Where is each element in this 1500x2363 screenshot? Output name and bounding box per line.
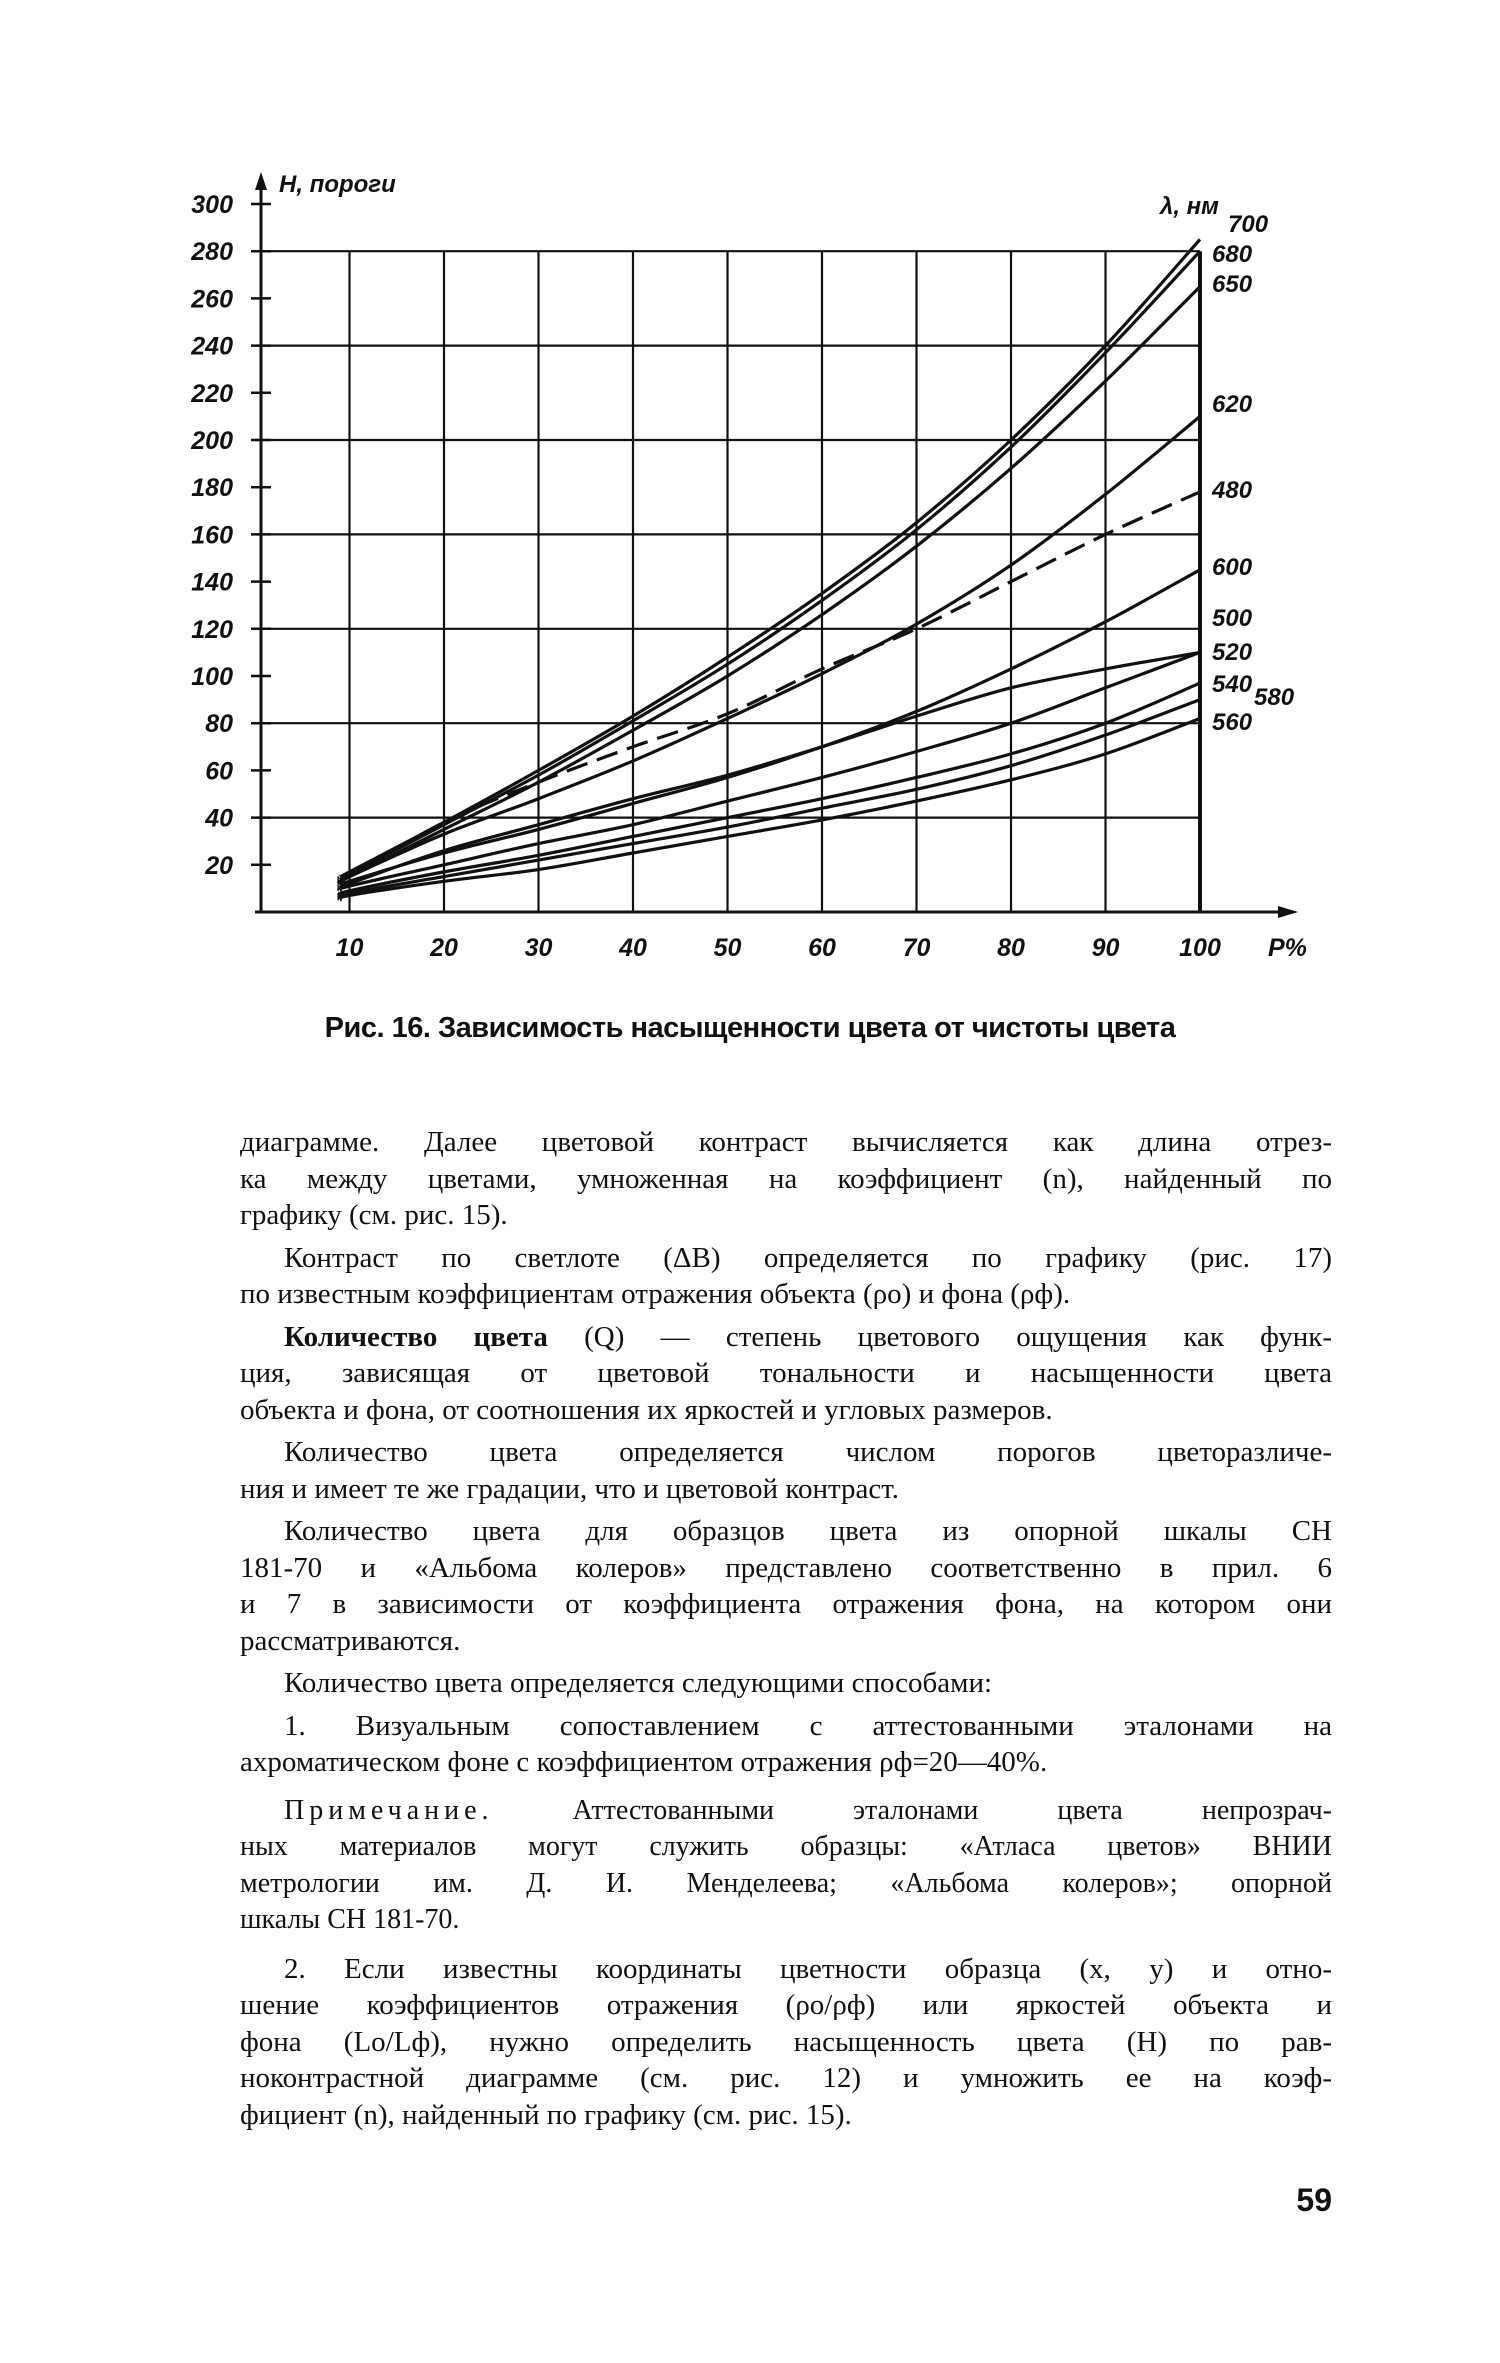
curve-label-520: 520 [1212,639,1253,666]
lead-term: Примечание. [284,1794,494,1826]
line-text: Аттестованными эталонами цвета непрозрач- [493,1794,1332,1826]
chart-axes [251,172,1298,918]
curve-label-620: 620 [1212,391,1253,418]
x-tick-label: 60 [808,934,836,962]
curve-label-480: 480 [1212,477,1253,504]
x-tick-label: 80 [997,934,1025,962]
curve-600 [339,570,1200,886]
text-line: ных материалов могут служить образцы: «Атласа цветов» ВНИИ [240,1831,1332,1862]
curve-label-580: 580 [1254,684,1295,711]
text-line: Количество цвета для образцов цвета из опорной шкалы СН [284,1515,1332,1547]
paragraph [240,1708,1332,1781]
curve-500 [339,652,1200,888]
y-axis-label: H, пороги [279,171,396,198]
curve-label-700: 700 [1228,211,1269,238]
page-number: 59 [1296,2182,1332,2218]
text-line: шкалы СН 181-70. [240,1904,460,1935]
x-tick-label: 30 [524,934,553,962]
text-line: ния и имеет те же градации, что и цветовой контраст. [240,1472,899,1505]
legend-title: λ, нм [1160,193,1219,220]
paragraph [240,1513,1332,1659]
curve-700 [339,239,1200,877]
y-tick-label: 260 [191,285,233,314]
y-tick-label: 240 [191,332,233,361]
paragraph [240,1319,1332,1429]
figure-caption: Рис. 16. Зависимость насыщенности цвета от чистоты цвета [324,1012,1176,1044]
text-line: шение коэффициентов отражения (ρо/ρф) или яркостей объекта и [240,1989,1332,2021]
text-line: графику (см. рис. 15). [240,1199,508,1231]
text-line: метрологии им. Д. И. Менделеева; «Альбома колеров»; опорной [240,1867,1332,1899]
x-tick-label: 10 [335,934,364,962]
y-tick-label: 180 [191,474,233,503]
text-line: фициент (n), найденный по графику (см. рис. 15). [240,2098,852,2131]
y-tick-label: 300 [191,191,233,219]
text-line: Контраст по светлоте (ΔB) определяется по графику (рис. 17) [284,1241,1332,1274]
text-line: ноконтрастной диаграмме (см. рис. 12) и умножить ее на коэф- [240,2062,1332,2094]
curve-label-650: 650 [1212,271,1253,298]
curve-label-600: 600 [1212,554,1253,581]
x-tick-label: 90 [1091,934,1120,962]
text-line: Количество цвета определяется числом порогов цветоразличе- [284,1436,1332,1468]
x-axis-label: P% [1268,934,1307,962]
paragraph [240,1951,1332,2134]
curve-label-680: 680 [1212,241,1253,268]
curve-label-500: 500 [1212,605,1253,632]
text-line: рассматриваются. [240,1624,461,1657]
y-tick-label: 60 [205,757,233,786]
y-tick-label: 220 [191,379,233,408]
text-line: по известным коэффициентам отражения объекта (ρо) и фона (ρф). [240,1278,1071,1310]
paragraph [240,1793,1332,1939]
x-tick-label: 20 [430,934,458,962]
text-line: диаграмме. Далее цветовой контраст вычисляется как длина отрез- [240,1126,1332,1158]
line-text: (Q) — степень цветового ощущения как функ- [547,1320,1332,1353]
text-line: ция, зависящая от цветовой тональности и насыщенности цвета [240,1357,1332,1389]
text-line: Количество цвета определяется следующими способами: [284,1667,993,1699]
y-tick-label: 200 [191,427,233,455]
lead-term: Количество цвета [284,1320,548,1353]
text-line: 181-70 и «Альбома колеров» представлено соответственно в прил. 6 [240,1551,1332,1584]
body-text [240,1124,1332,2139]
text-line: ахроматическом фоне с коэффициентом отражения ρф=20—40%. [240,1746,1048,1778]
y-tick-label: 280 [191,238,233,267]
y-tick-label: 100 [191,663,233,691]
y-tick-label: 120 [191,615,233,644]
text-line: и 7 в зависимости от коэффициента отражения фона, на котором они [240,1588,1332,1620]
text-line: 1. Визуальным сопоставлением с аттестованными эталонами на [284,1709,1332,1742]
curve-520 [339,652,1200,890]
x-axis-arrow [1278,906,1298,918]
y-tick-label: 80 [205,710,233,739]
curve-650 [339,287,1200,882]
y-tick-label: 140 [191,568,233,597]
chart-grid [255,251,1200,912]
paragraph [240,1665,1332,1702]
paragraph [240,1434,1332,1507]
y-tick-label: 40 [205,804,233,833]
text-line [240,1319,1332,1356]
curve-label-560: 560 [1212,709,1253,736]
curve-label-540: 540 [1212,671,1253,698]
x-tick-label: 100 [1179,934,1221,962]
chart-curves [339,239,1200,900]
y-tick-label: 20 [205,851,233,880]
x-tick-label: 40 [619,934,647,962]
text-line: объекта и фона, от соотношения их яркостей и угловых размеров. [240,1393,1053,1426]
saturation-chart [0,0,1500,1000]
paragraph [240,1124,1332,1234]
paragraph [240,1240,1332,1313]
text-line: ка между цветами, умноженная на коэффициент (n), найденный по [240,1162,1332,1195]
text-line: фона (Lо/Lф), нужно определить насыщенность цвета (H) по рав- [240,2025,1332,2058]
y-axis-arrow [255,172,267,190]
y-tick-label: 160 [191,521,233,550]
x-tick-label: 50 [713,934,742,962]
text-line [240,1793,1332,1830]
x-tick-label: 70 [902,934,931,962]
chart-labels [190,171,1307,962]
text-line: 2. Если известны координаты цветности образца (x, y) и отно- [284,1952,1332,1985]
